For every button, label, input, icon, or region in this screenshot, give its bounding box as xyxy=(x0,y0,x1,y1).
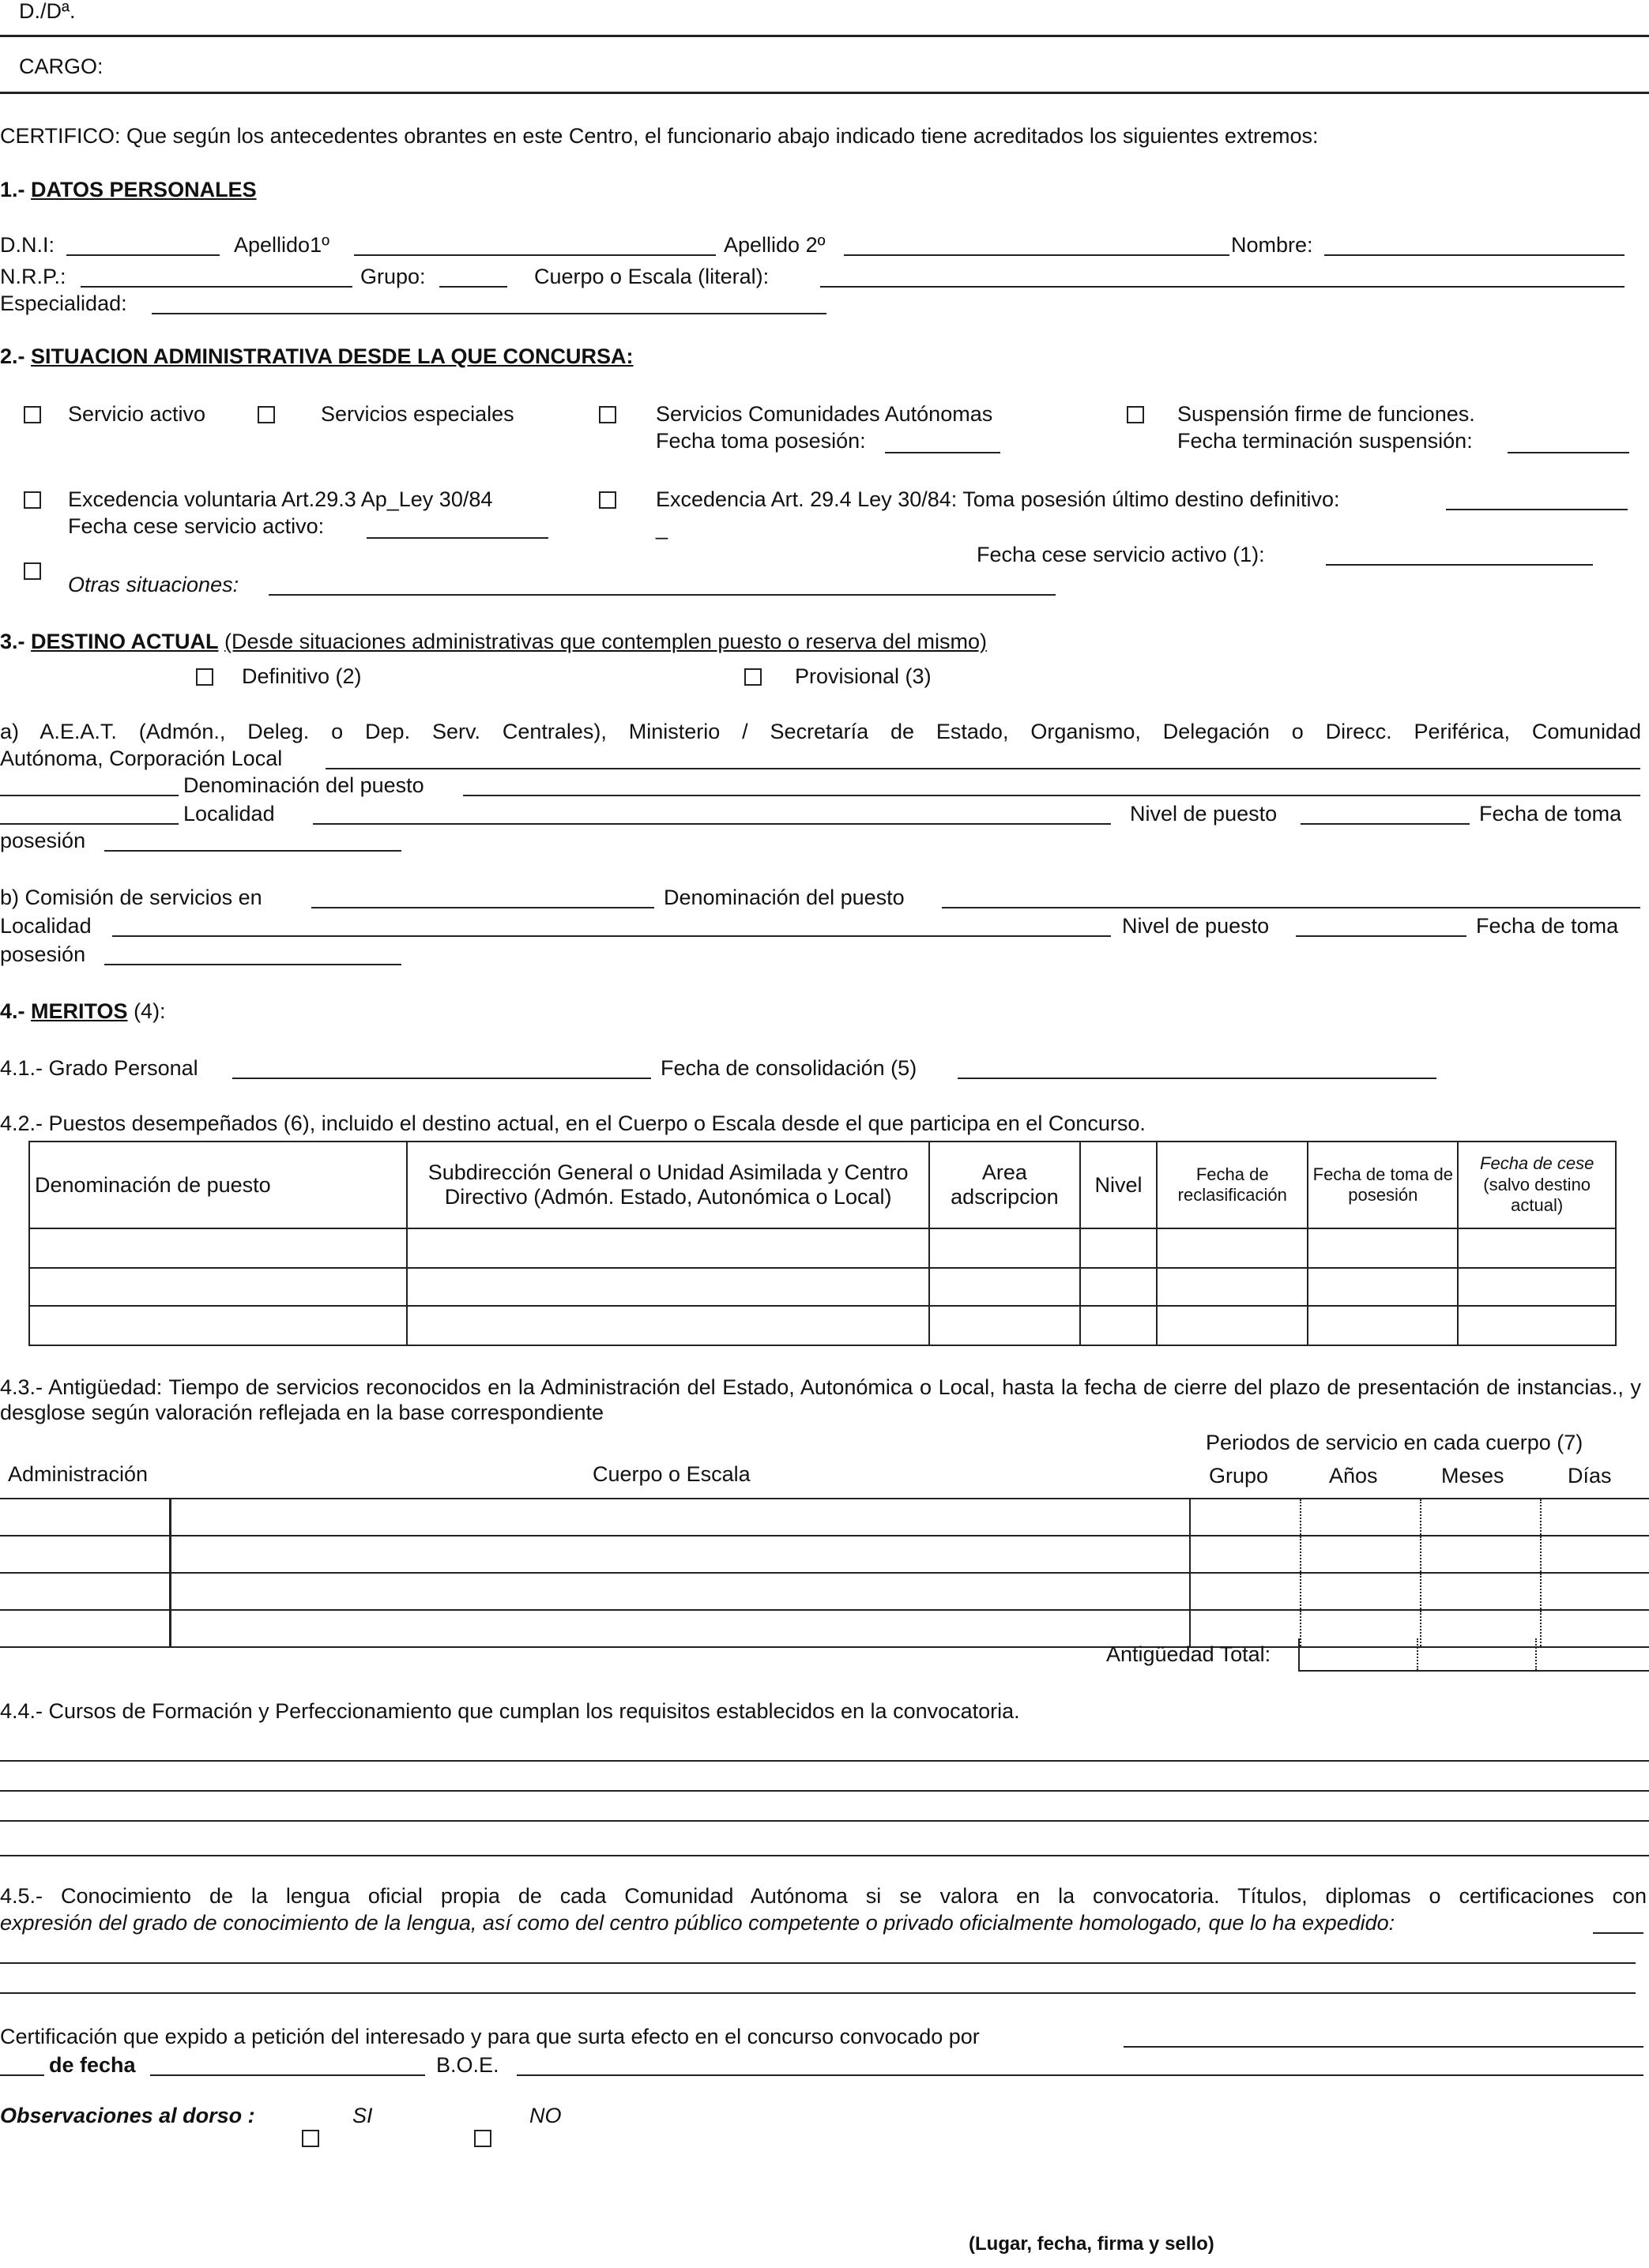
excedencia-294-label: Excedencia Art. 29.4 Ley 30/84: Toma posesión último destino definitivo: xyxy=(656,487,1340,511)
antig-header-dias: Días xyxy=(1568,1464,1612,1488)
destino-a-text2: Autónoma, Corporación Local xyxy=(0,747,283,770)
table-row xyxy=(29,1306,1616,1345)
de-fecha-label: de fecha xyxy=(49,2053,136,2077)
corporacion-field[interactable] xyxy=(326,768,1640,769)
fecha-term-field[interactable] xyxy=(1508,452,1629,453)
nombre-label: Nombre: xyxy=(1231,233,1313,257)
apellido2-label: Apellido 2º xyxy=(724,233,826,257)
no-checkbox[interactable] xyxy=(474,2130,491,2147)
nivel-field[interactable] xyxy=(1301,823,1470,825)
table-row xyxy=(0,1499,1649,1536)
lengua-line[interactable] xyxy=(0,1992,1636,1994)
suspension-label: Suspensión firme de funciones. xyxy=(1177,402,1475,426)
b-denominacion-label: Denominación del puesto xyxy=(664,886,905,909)
especialidad-field[interactable] xyxy=(152,313,826,314)
section-number: 2.- xyxy=(0,344,25,368)
lengua-field[interactable] xyxy=(1593,1932,1643,1934)
fecha-term-label: Fecha terminación suspensión: xyxy=(1177,429,1473,453)
fecha-consolidacion-field[interactable] xyxy=(958,1078,1436,1079)
section-title: MERITOS xyxy=(31,999,128,1023)
cuerpo-field[interactable] xyxy=(820,286,1625,288)
servicio-activo-label: Servicio activo xyxy=(68,402,206,426)
si-label: SI xyxy=(352,2104,373,2127)
table-row xyxy=(29,1268,1616,1306)
antiguedad-total-field[interactable] xyxy=(1298,1638,1649,1672)
fecha-cese1-label: Fecha cese servicio activo (1): xyxy=(977,543,1265,566)
apellido2-field[interactable] xyxy=(844,254,1229,256)
table-header: Denominación de puesto xyxy=(29,1142,407,1228)
antig-header-anos: Años xyxy=(1329,1464,1378,1488)
b-nivel-label: Nivel de puesto xyxy=(1122,914,1270,938)
destino-a-text: a) A.E.A.T. (Admón., Deleg. o Dep. Serv. Centrales), Ministerio / Secretaría de Estado, Organismo, Delegación o Direcc. Periférica, Comunidad xyxy=(0,720,1641,743)
fecha-consolidacion-label: Fecha de consolidación (5) xyxy=(661,1056,917,1080)
section-3-heading xyxy=(0,630,987,654)
table-header-row xyxy=(29,1142,1616,1228)
dash: _ xyxy=(656,516,668,540)
puestos-table xyxy=(28,1141,1617,1346)
convocado-por-field[interactable] xyxy=(1124,2046,1643,2048)
cursos-line[interactable] xyxy=(0,1790,1649,1792)
si-checkbox[interactable] xyxy=(302,2130,319,2147)
blank-line[interactable] xyxy=(0,795,179,796)
lengua-text-2: expresión del grado de conocimiento de la lengua, así como del centro público competente o privado oficialmente homologado, que lo ha expedido: xyxy=(0,1911,1395,1935)
section-2-heading xyxy=(0,345,634,369)
antig-header-grupo: Grupo xyxy=(1209,1464,1269,1488)
blank-line[interactable] xyxy=(0,823,179,825)
b-posesion-label: posesión xyxy=(0,942,86,966)
table-row xyxy=(0,1536,1649,1573)
b-localidad-field[interactable] xyxy=(112,935,1111,937)
comision-label: b) Comisión de servicios en xyxy=(0,886,262,909)
table-header-part: (salvo destino actual) xyxy=(1483,1174,1591,1216)
no-label: NO xyxy=(529,2104,562,2127)
posesion-label: posesión xyxy=(0,829,86,852)
b-denominacion-field[interactable] xyxy=(942,907,1640,908)
denominacion-label: Denominación del puesto xyxy=(183,773,424,797)
antiguedad-table xyxy=(0,1498,1649,1648)
fecha-cese-label: Fecha cese servicio activo: xyxy=(68,514,325,538)
grupo-field[interactable] xyxy=(439,286,507,288)
nrp-label: N.R.P.: xyxy=(0,265,66,288)
nivel-label: Nivel de puesto xyxy=(1130,802,1278,826)
antig-header-cuerpo: Cuerpo o Escala xyxy=(593,1462,751,1486)
certificacion-text: Certificación que expido a petición del interesado y para que surta efecto en el concurso convocado por xyxy=(0,2025,980,2048)
b-nivel-field[interactable] xyxy=(1296,935,1466,937)
apellido1-label: Apellido1º xyxy=(234,233,329,257)
numero-field[interactable] xyxy=(0,2074,44,2076)
section-number: 4.- xyxy=(0,999,25,1023)
nrp-field[interactable] xyxy=(81,286,352,288)
table-header: Subdirección General o Unidad Asimilada y Centro Directivo (Admón. Estado, Autonómica o Local) xyxy=(407,1142,929,1228)
servicios-ccaa-label: Servicios Comunidades Autónomas xyxy=(656,402,993,426)
observaciones-label: Observaciones al dorso : xyxy=(0,2104,255,2127)
excedencia-294-field[interactable] xyxy=(1446,509,1628,510)
b-posesion-field[interactable] xyxy=(104,964,401,965)
section-1-heading xyxy=(0,179,257,202)
otras-label: Otras situaciones: xyxy=(68,573,239,596)
dni-label: D.N.I: xyxy=(0,233,55,257)
cargo-label: CARGO: xyxy=(19,55,104,78)
especialidad-label: Especialidad: xyxy=(0,291,127,315)
provisional-checkbox[interactable] xyxy=(744,668,762,686)
antig-header-admin: Administración xyxy=(8,1462,149,1486)
section-number: 3.- xyxy=(0,630,25,653)
firma-label: (Lugar, fecha, firma y sello) xyxy=(969,2233,1214,2255)
boe-field[interactable] xyxy=(517,2074,1643,2076)
certifico-text: CERTIFICO: Que según los antecedentes obrantes en este Centro, el funcionario abajo indicado tiene acreditados los siguientes extremos: xyxy=(0,124,1319,148)
definitivo-label: Definitivo (2) xyxy=(242,664,362,688)
grado-field[interactable] xyxy=(232,1078,651,1079)
otras-field[interactable] xyxy=(269,594,1056,596)
servicio-activo-checkbox[interactable] xyxy=(24,406,41,423)
servicios-especiales-checkbox[interactable] xyxy=(258,406,275,423)
nombre-field[interactable] xyxy=(1324,254,1625,256)
grupo-label: Grupo: xyxy=(360,265,426,288)
suspension-checkbox[interactable] xyxy=(1127,406,1144,423)
fecha-cese1-field[interactable] xyxy=(1326,564,1593,566)
b-fecha-toma-label: Fecha de toma xyxy=(1476,914,1619,938)
section-title: DESTINO ACTUAL xyxy=(31,630,219,653)
table-header-part: Fecha de cese xyxy=(1480,1153,1594,1174)
periodos-label: Periodos de servicio en cada cuerpo (7) xyxy=(1206,1431,1583,1454)
apellido1-field[interactable] xyxy=(354,254,716,256)
section-4-heading xyxy=(0,1000,166,1024)
comision-field[interactable] xyxy=(311,907,654,908)
fecha-toma-label: Fecha de toma xyxy=(1479,802,1622,826)
table-header: Fecha de reclasificación xyxy=(1157,1142,1308,1228)
cursos-label: 4.4.- Cursos de Formación y Perfeccionamiento que cumplan los requisitos establecidos en la convocatoria. xyxy=(0,1699,1020,1723)
localidad-label: Localidad xyxy=(183,802,275,826)
fecha-field[interactable] xyxy=(150,2074,425,2076)
section-title: DATOS PERSONALES xyxy=(31,178,257,201)
section-subtitle: (Desde situaciones administrativas que contemplen puesto o reserva del mismo) xyxy=(224,630,988,653)
boe-label: B.O.E. xyxy=(436,2053,499,2077)
section-number: 1.- xyxy=(0,178,25,201)
provisional-label: Provisional (3) xyxy=(795,664,932,688)
table-row xyxy=(0,1573,1649,1610)
fecha-toma-label: Fecha toma posesión: xyxy=(656,429,866,453)
servicios-especiales-label: Servicios especiales xyxy=(321,402,514,426)
grado-label: 4.1.- Grado Personal xyxy=(0,1056,198,1080)
otras-checkbox[interactable] xyxy=(24,562,41,580)
table-header: Fecha de toma de posesión xyxy=(1308,1142,1458,1228)
table-row xyxy=(29,1228,1616,1268)
divider xyxy=(0,35,1649,37)
servicios-ccaa-checkbox[interactable] xyxy=(599,406,616,423)
localidad-field[interactable] xyxy=(313,823,1111,825)
antig-header-meses: Meses xyxy=(1441,1464,1504,1488)
dni-field[interactable] xyxy=(66,254,220,256)
fecha-cese-field[interactable] xyxy=(367,537,548,539)
table-header: Area adscripcion xyxy=(929,1142,1080,1228)
excedencia-294-checkbox[interactable] xyxy=(599,491,616,509)
posesion-field[interactable] xyxy=(104,850,401,852)
cuerpo-label: Cuerpo o Escala (literal): xyxy=(534,265,770,288)
antiguedad-total-label: Antigüedad Total: xyxy=(1106,1642,1271,1666)
cursos-line[interactable] xyxy=(0,1855,1649,1856)
section-note: (4): xyxy=(134,999,166,1023)
b-localidad-label: Localidad xyxy=(0,914,92,938)
puestos-title: 4.2.- Puestos desempeñados (6), incluido el destino actual, en el Cuerpo o Escala desde el que participa en el Concurso. xyxy=(0,1111,1146,1135)
cursos-line[interactable] xyxy=(0,1760,1649,1762)
table-header: Nivel xyxy=(1080,1142,1157,1228)
excedencia-vol-label: Excedencia voluntaria Art.29.3 Ap_Ley 30/84 xyxy=(68,487,493,511)
lengua-text-1: 4.5.- Conocimiento de la lengua oficial propia de cada Comunidad Autónoma si se valora en la convocatoria. Títulos, diplomas o certificaciones con xyxy=(0,1884,1647,1908)
excedencia-vol-checkbox[interactable] xyxy=(24,491,41,509)
fecha-toma-field[interactable] xyxy=(885,452,1000,453)
dd-label: D./Dª. xyxy=(19,0,76,23)
section-title: SITUACION ADMINISTRATIVA DESDE LA QUE CONCURSA: xyxy=(31,344,634,368)
lengua-line[interactable] xyxy=(0,1962,1636,1964)
table-header xyxy=(1458,1142,1616,1228)
cursos-line[interactable] xyxy=(0,1820,1649,1822)
definitivo-checkbox[interactable] xyxy=(196,668,213,686)
antiguedad-title: 4.3.- Antigüedad: Tiempo de servicios reconocidos en la Administración del Estado, Autonómica o Local, hasta la fecha de cierre del plazo de presentación de instancias., y desglose según valoración reflejada en la base correspondiente xyxy=(0,1375,1641,1425)
denominacion-field[interactable] xyxy=(463,795,1640,796)
divider xyxy=(0,92,1649,94)
